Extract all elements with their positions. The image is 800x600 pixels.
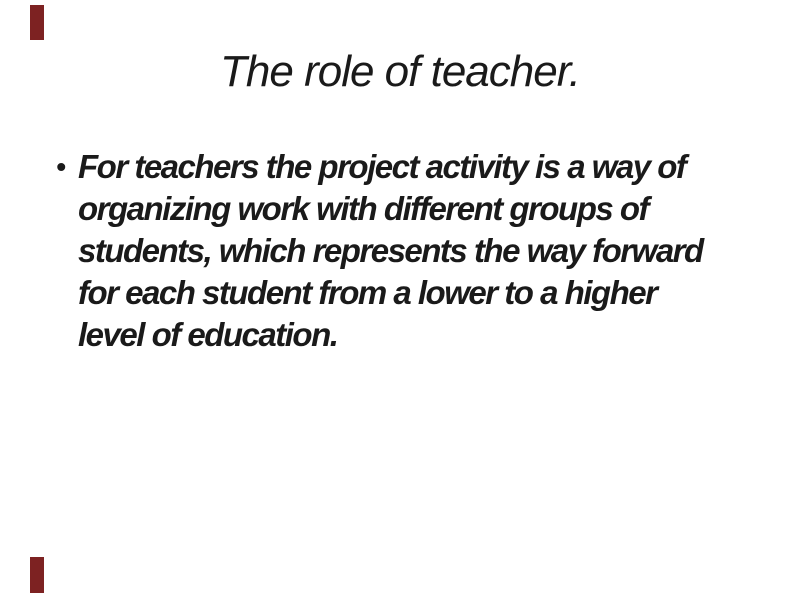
accent-bar-top [30, 5, 44, 40]
bullet-text-line: students, which represents the way forward [78, 232, 703, 269]
bullet-text-line: organizing work with different groups of [78, 190, 649, 227]
bullet-text [78, 146, 766, 356]
bullet-text-line: For teachers the project activity is a way of [78, 148, 686, 185]
bullet-icon: • [56, 151, 66, 182]
accent-bar-bottom [30, 557, 44, 593]
bullet-text-line: level of education. [78, 316, 338, 353]
bullet-text-line: for each student from a lower to a higher [78, 274, 657, 311]
slide-title: The role of teacher. [220, 47, 580, 96]
bullet-item [56, 146, 766, 356]
